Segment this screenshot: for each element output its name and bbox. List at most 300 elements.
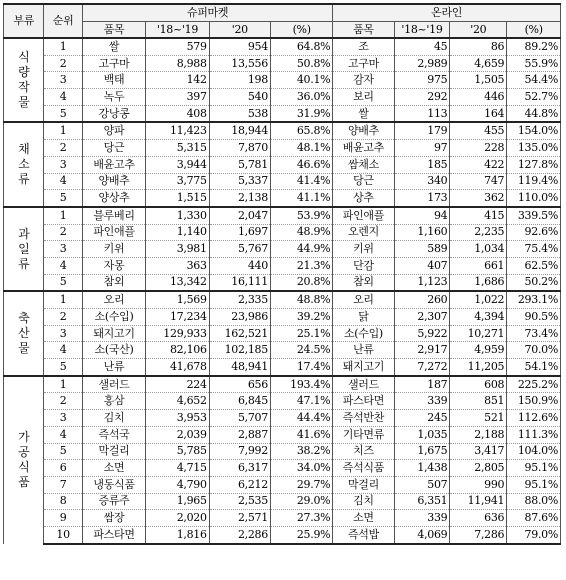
category-label: 가공식품 xyxy=(18,430,30,490)
rank-cell: 2 xyxy=(44,55,82,72)
super-20-cell: 162,521 xyxy=(209,325,270,342)
super-item-cell: 돼지고기 xyxy=(82,325,145,342)
online-20-cell: 7,286 xyxy=(450,526,507,543)
table-row xyxy=(4,426,561,443)
online-20-cell: 2,188 xyxy=(450,426,507,443)
super-1819-cell: 13,342 xyxy=(146,274,209,291)
online-pct-cell: 54.4% xyxy=(507,72,561,89)
rank-cell: 5 xyxy=(44,105,82,122)
super-20-cell: 2,571 xyxy=(209,510,270,527)
category-label: 과일류 xyxy=(18,226,30,271)
category-cell xyxy=(4,207,44,291)
super-20-cell: 440 xyxy=(209,257,270,274)
category-label: 축산물 xyxy=(18,311,30,356)
super-pct-cell: 53.9% xyxy=(270,207,332,224)
table-row xyxy=(4,55,561,72)
online-item-cell: 양배추 xyxy=(333,122,394,139)
rank-cell: 7 xyxy=(44,476,82,493)
table-row xyxy=(4,393,561,410)
online-20-cell: 1,686 xyxy=(450,274,507,291)
super-pct-cell: 64.8% xyxy=(270,38,332,55)
super-1819-cell: 142 xyxy=(146,72,209,89)
super-pct-cell: 34.0% xyxy=(270,460,332,477)
online-20-cell: 11,205 xyxy=(450,359,507,376)
online-item-cell: 소(수입) xyxy=(333,325,394,342)
table-row xyxy=(4,190,561,207)
super-item-cell: 백태 xyxy=(82,72,145,89)
online-item-cell: 감자 xyxy=(333,72,394,89)
online-1819-cell: 1,675 xyxy=(394,443,450,460)
header-online-period2: '20 xyxy=(450,22,507,39)
online-item-cell: 당근 xyxy=(333,173,394,190)
super-20-cell: 2,535 xyxy=(209,493,270,510)
super-20-cell: 6,845 xyxy=(209,393,270,410)
online-1819-cell: 94 xyxy=(394,207,450,224)
super-20-cell: 5,707 xyxy=(209,410,270,427)
rank-cell: 6 xyxy=(44,460,82,477)
online-20-cell: 1,034 xyxy=(450,241,507,258)
super-20-cell: 198 xyxy=(209,72,270,89)
super-20-cell: 2,047 xyxy=(209,207,270,224)
rank-cell: 2 xyxy=(44,393,82,410)
super-1819-cell: 408 xyxy=(146,105,209,122)
table-row xyxy=(4,309,561,326)
super-1819-cell: 8,988 xyxy=(146,55,209,72)
online-pct-cell: 54.1% xyxy=(507,359,561,376)
online-item-cell: 난류 xyxy=(333,342,394,359)
header-online-pct: (%) xyxy=(507,22,561,39)
online-item-cell: 상추 xyxy=(333,190,394,207)
online-1819-cell: 975 xyxy=(394,72,450,89)
super-20-cell: 102,185 xyxy=(209,342,270,359)
rank-cell: 4 xyxy=(44,89,82,106)
online-20-cell: 661 xyxy=(450,257,507,274)
online-pct-cell: 135.0% xyxy=(507,140,561,157)
super-1819-cell: 17,234 xyxy=(146,309,209,326)
super-pct-cell: 47.1% xyxy=(270,393,332,410)
super-20-cell: 48,941 xyxy=(209,359,270,376)
super-1819-cell: 1,816 xyxy=(146,526,209,543)
super-item-cell: 오리 xyxy=(82,291,145,308)
online-1819-cell: 2,917 xyxy=(394,342,450,359)
online-item-cell: 파스타면 xyxy=(333,393,394,410)
super-item-cell: 고구마 xyxy=(82,55,145,72)
online-20-cell: 2,805 xyxy=(450,460,507,477)
rank-cell: 5 xyxy=(44,359,82,376)
online-1819-cell: 2,307 xyxy=(394,309,450,326)
super-pct-cell: 40.1% xyxy=(270,72,332,89)
rank-cell: 2 xyxy=(44,224,82,241)
online-1819-cell: 45 xyxy=(394,38,450,55)
online-pct-cell: 111.3% xyxy=(507,426,561,443)
online-20-cell: 362 xyxy=(450,190,507,207)
super-1819-cell: 41,678 xyxy=(146,359,209,376)
super-item-cell: 쌀 xyxy=(82,38,145,55)
online-item-cell: 조 xyxy=(333,38,394,55)
table-row xyxy=(4,274,561,291)
super-1819-cell: 1,965 xyxy=(146,493,209,510)
super-1819-cell: 2,039 xyxy=(146,426,209,443)
online-item-cell: 보리 xyxy=(333,89,394,106)
online-20-cell: 415 xyxy=(450,207,507,224)
super-1819-cell: 3,944 xyxy=(146,156,209,173)
category-label: 채소류 xyxy=(18,142,30,187)
super-pct-cell: 44.4% xyxy=(270,410,332,427)
online-20-cell: 1,022 xyxy=(450,291,507,308)
table-row xyxy=(4,173,561,190)
super-20-cell: 23,986 xyxy=(209,309,270,326)
online-item-cell: 즉석반찬 xyxy=(333,410,394,427)
online-20-cell: 4,959 xyxy=(450,342,507,359)
super-pct-cell: 50.8% xyxy=(270,55,332,72)
online-20-cell: 164 xyxy=(450,105,507,122)
online-1819-cell: 507 xyxy=(394,476,450,493)
online-20-cell: 2,235 xyxy=(450,224,507,241)
super-1819-cell: 5,785 xyxy=(146,443,209,460)
super-1819-cell: 11,423 xyxy=(146,122,209,139)
super-pct-cell: 193.4% xyxy=(270,376,332,393)
rank-cell: 1 xyxy=(44,291,82,308)
table-row xyxy=(4,376,561,393)
super-20-cell: 16,111 xyxy=(209,274,270,291)
online-1819-cell: 113 xyxy=(394,105,450,122)
table-row xyxy=(4,325,561,342)
super-1819-cell: 3,953 xyxy=(146,410,209,427)
table-row xyxy=(4,207,561,224)
super-item-cell: 냉동식품 xyxy=(82,476,145,493)
online-1819-cell: 7,272 xyxy=(394,359,450,376)
online-item-cell: 즉석식품 xyxy=(333,460,394,477)
super-pct-cell: 48.8% xyxy=(270,291,332,308)
online-20-cell: 1,505 xyxy=(450,72,507,89)
rank-cell: 4 xyxy=(44,257,82,274)
super-1819-cell: 4,790 xyxy=(146,476,209,493)
super-item-cell: 녹두 xyxy=(82,89,145,106)
table-row xyxy=(4,359,561,376)
super-1819-cell: 363 xyxy=(146,257,209,274)
online-pct-cell: 339.5% xyxy=(507,207,561,224)
super-pct-cell: 39.2% xyxy=(270,309,332,326)
super-20-cell: 7,992 xyxy=(209,443,270,460)
online-item-cell: 막걸리 xyxy=(333,476,394,493)
rank-cell: 9 xyxy=(44,510,82,527)
rank-cell: 1 xyxy=(44,122,82,139)
online-pct-cell: 154.0% xyxy=(507,122,561,139)
table-row xyxy=(4,140,561,157)
super-pct-cell: 29.0% xyxy=(270,493,332,510)
table-row xyxy=(4,257,561,274)
header-super-period1: '18~'19 xyxy=(146,22,209,39)
online-pct-cell: 70.0% xyxy=(507,342,561,359)
super-pct-cell: 25.1% xyxy=(270,325,332,342)
header-online: 온라인 xyxy=(333,4,561,22)
super-20-cell: 5,781 xyxy=(209,156,270,173)
super-item-cell: 소면 xyxy=(82,460,145,477)
online-1819-cell: 97 xyxy=(394,140,450,157)
super-item-cell: 김치 xyxy=(82,410,145,427)
super-item-cell: 배윤고추 xyxy=(82,156,145,173)
rank-cell: 4 xyxy=(44,173,82,190)
category-cell xyxy=(4,122,44,206)
online-pct-cell: 119.4% xyxy=(507,173,561,190)
rank-cell: 3 xyxy=(44,156,82,173)
online-pct-cell: 112.6% xyxy=(507,410,561,427)
super-item-cell: 막걸리 xyxy=(82,443,145,460)
super-20-cell: 538 xyxy=(209,105,270,122)
header-super-period2: '20 xyxy=(209,22,270,39)
super-pct-cell: 48.1% xyxy=(270,140,332,157)
sales-growth-table xyxy=(3,3,561,545)
super-item-cell: 증류주 xyxy=(82,493,145,510)
online-1819-cell: 187 xyxy=(394,376,450,393)
online-item-cell: 김치 xyxy=(333,493,394,510)
online-item-cell: 닭 xyxy=(333,309,394,326)
online-20-cell: 4,394 xyxy=(450,309,507,326)
online-pct-cell: 104.0% xyxy=(507,443,561,460)
online-1819-cell: 589 xyxy=(394,241,450,258)
super-item-cell: 파스타면 xyxy=(82,526,145,543)
super-1819-cell: 82,106 xyxy=(146,342,209,359)
online-pct-cell: 150.9% xyxy=(507,393,561,410)
online-pct-cell: 62.5% xyxy=(507,257,561,274)
super-pct-cell: 41.6% xyxy=(270,426,332,443)
rank-cell: 5 xyxy=(44,190,82,207)
online-item-cell: 샐러드 xyxy=(333,376,394,393)
table-row xyxy=(4,38,561,55)
online-pct-cell: 88.0% xyxy=(507,493,561,510)
table-row xyxy=(4,493,561,510)
online-item-cell: 키위 xyxy=(333,241,394,258)
super-pct-cell: 24.5% xyxy=(270,342,332,359)
table-body xyxy=(4,38,561,544)
super-20-cell: 13,556 xyxy=(209,55,270,72)
table-row xyxy=(4,443,561,460)
super-20-cell: 954 xyxy=(209,38,270,55)
online-1819-cell: 339 xyxy=(394,510,450,527)
online-20-cell: 455 xyxy=(450,122,507,139)
header-super-pct: (%) xyxy=(270,22,332,39)
super-1819-cell: 397 xyxy=(146,89,209,106)
online-1819-cell: 2,989 xyxy=(394,55,450,72)
online-1819-cell: 407 xyxy=(394,257,450,274)
super-item-cell: 양파 xyxy=(82,122,145,139)
table-row xyxy=(4,460,561,477)
super-1819-cell: 3,775 xyxy=(146,173,209,190)
online-pct-cell: 79.0% xyxy=(507,526,561,543)
rank-cell: 5 xyxy=(44,274,82,291)
online-item-cell: 치즈 xyxy=(333,443,394,460)
table-row xyxy=(4,105,561,122)
rank-cell: 3 xyxy=(44,72,82,89)
rank-cell: 3 xyxy=(44,241,82,258)
rank-cell: 1 xyxy=(44,207,82,224)
table-row xyxy=(4,526,561,543)
header-super-item: 품목 xyxy=(82,22,145,39)
rank-cell: 4 xyxy=(44,426,82,443)
rank-cell: 3 xyxy=(44,410,82,427)
online-pct-cell: 73.4% xyxy=(507,325,561,342)
rank-cell: 3 xyxy=(44,325,82,342)
super-20-cell: 6,317 xyxy=(209,460,270,477)
super-20-cell: 1,697 xyxy=(209,224,270,241)
super-20-cell: 18,944 xyxy=(209,122,270,139)
super-item-cell: 파인애플 xyxy=(82,224,145,241)
super-item-cell: 양배추 xyxy=(82,173,145,190)
online-20-cell: 747 xyxy=(450,173,507,190)
online-1819-cell: 1,160 xyxy=(394,224,450,241)
super-pct-cell: 65.8% xyxy=(270,122,332,139)
online-1819-cell: 245 xyxy=(394,410,450,427)
super-20-cell: 5,767 xyxy=(209,241,270,258)
header-online-period1: '18~'19 xyxy=(394,22,450,39)
super-20-cell: 7,870 xyxy=(209,140,270,157)
online-item-cell: 파인애플 xyxy=(333,207,394,224)
table-row xyxy=(4,291,561,308)
super-1819-cell: 4,652 xyxy=(146,393,209,410)
online-pct-cell: 50.2% xyxy=(507,274,561,291)
rank-cell: 8 xyxy=(44,493,82,510)
header-category: 부류 xyxy=(4,4,44,38)
online-1819-cell: 339 xyxy=(394,393,450,410)
super-item-cell: 홍삼 xyxy=(82,393,145,410)
category-cell xyxy=(4,291,44,375)
online-20-cell: 851 xyxy=(450,393,507,410)
super-1819-cell: 1,330 xyxy=(146,207,209,224)
table-row xyxy=(4,476,561,493)
rank-cell: 2 xyxy=(44,309,82,326)
online-pct-cell: 90.5% xyxy=(507,309,561,326)
table-row xyxy=(4,241,561,258)
online-1819-cell: 179 xyxy=(394,122,450,139)
super-item-cell: 난류 xyxy=(82,359,145,376)
online-item-cell: 고구마 xyxy=(333,55,394,72)
super-item-cell: 자몽 xyxy=(82,257,145,274)
header-online-item: 품목 xyxy=(333,22,394,39)
table-row xyxy=(4,410,561,427)
online-1819-cell: 5,922 xyxy=(394,325,450,342)
super-20-cell: 540 xyxy=(209,89,270,106)
online-1819-cell: 1,438 xyxy=(394,460,450,477)
online-1819-cell: 260 xyxy=(394,291,450,308)
online-item-cell: 배윤고추 xyxy=(333,140,394,157)
super-pct-cell: 36.0% xyxy=(270,89,332,106)
rank-cell: 4 xyxy=(44,342,82,359)
online-item-cell: 소면 xyxy=(333,510,394,527)
online-item-cell: 기타면류 xyxy=(333,426,394,443)
online-item-cell: 오렌지 xyxy=(333,224,394,241)
super-item-cell: 강낭콩 xyxy=(82,105,145,122)
super-1819-cell: 5,315 xyxy=(146,140,209,157)
super-20-cell: 5,337 xyxy=(209,173,270,190)
super-pct-cell: 25.9% xyxy=(270,526,332,543)
online-20-cell: 4,659 xyxy=(450,55,507,72)
super-20-cell: 2,335 xyxy=(209,291,270,308)
rank-cell: 5 xyxy=(44,443,82,460)
rank-cell: 1 xyxy=(44,376,82,393)
super-pct-cell: 17.4% xyxy=(270,359,332,376)
online-pct-cell: 127.8% xyxy=(507,156,561,173)
super-item-cell: 즉석국 xyxy=(82,426,145,443)
super-item-cell: 블루베리 xyxy=(82,207,145,224)
online-pct-cell: 75.4% xyxy=(507,241,561,258)
online-20-cell: 10,271 xyxy=(450,325,507,342)
super-item-cell: 소(국산) xyxy=(82,342,145,359)
super-pct-cell: 20.8% xyxy=(270,274,332,291)
online-1819-cell: 1,123 xyxy=(394,274,450,291)
super-1819-cell: 129,933 xyxy=(146,325,209,342)
super-pct-cell: 44.9% xyxy=(270,241,332,258)
online-pct-cell: 225.2% xyxy=(507,376,561,393)
online-20-cell: 11,941 xyxy=(450,493,507,510)
super-1819-cell: 4,715 xyxy=(146,460,209,477)
super-pct-cell: 21.3% xyxy=(270,257,332,274)
online-1819-cell: 185 xyxy=(394,156,450,173)
super-20-cell: 6,212 xyxy=(209,476,270,493)
category-cell xyxy=(4,38,44,122)
super-1819-cell: 1,140 xyxy=(146,224,209,241)
sales-growth-table-container xyxy=(3,3,561,545)
online-pct-cell: 52.7% xyxy=(507,89,561,106)
super-1819-cell: 224 xyxy=(146,376,209,393)
table-row xyxy=(4,156,561,173)
online-item-cell: 돼지고기 xyxy=(333,359,394,376)
rank-cell: 10 xyxy=(44,526,82,543)
super-pct-cell: 31.9% xyxy=(270,105,332,122)
super-1819-cell: 1,515 xyxy=(146,190,209,207)
super-pct-cell: 41.4% xyxy=(270,173,332,190)
super-item-cell: 소(수입) xyxy=(82,309,145,326)
super-20-cell: 656 xyxy=(209,376,270,393)
online-item-cell: 쌈채소 xyxy=(333,156,394,173)
online-pct-cell: 95.1% xyxy=(507,476,561,493)
category-cell xyxy=(4,376,44,544)
super-1819-cell: 3,981 xyxy=(146,241,209,258)
online-1819-cell: 1,035 xyxy=(394,426,450,443)
super-pct-cell: 27.3% xyxy=(270,510,332,527)
rank-cell: 2 xyxy=(44,140,82,157)
online-20-cell: 86 xyxy=(450,38,507,55)
super-pct-cell: 48.9% xyxy=(270,224,332,241)
online-1819-cell: 6,351 xyxy=(394,493,450,510)
table-row xyxy=(4,89,561,106)
online-pct-cell: 55.9% xyxy=(507,55,561,72)
online-pct-cell: 293.1% xyxy=(507,291,561,308)
online-1819-cell: 4,069 xyxy=(394,526,450,543)
super-1819-cell: 2,020 xyxy=(146,510,209,527)
super-item-cell: 쌈장 xyxy=(82,510,145,527)
online-20-cell: 608 xyxy=(450,376,507,393)
super-item-cell: 양상추 xyxy=(82,190,145,207)
table-row xyxy=(4,510,561,527)
super-1819-cell: 579 xyxy=(146,38,209,55)
online-pct-cell: 89.2% xyxy=(507,38,561,55)
online-20-cell: 636 xyxy=(450,510,507,527)
online-item-cell: 즉석밥 xyxy=(333,526,394,543)
super-20-cell: 2,887 xyxy=(209,426,270,443)
online-item-cell: 오리 xyxy=(333,291,394,308)
online-item-cell: 참외 xyxy=(333,274,394,291)
table-row xyxy=(4,224,561,241)
online-1819-cell: 340 xyxy=(394,173,450,190)
online-20-cell: 521 xyxy=(450,410,507,427)
super-pct-cell: 29.7% xyxy=(270,476,332,493)
super-item-cell: 당근 xyxy=(82,140,145,157)
online-1819-cell: 292 xyxy=(394,89,450,106)
online-20-cell: 228 xyxy=(450,140,507,157)
super-item-cell: 키위 xyxy=(82,241,145,258)
super-pct-cell: 41.1% xyxy=(270,190,332,207)
online-item-cell: 쌀 xyxy=(333,105,394,122)
